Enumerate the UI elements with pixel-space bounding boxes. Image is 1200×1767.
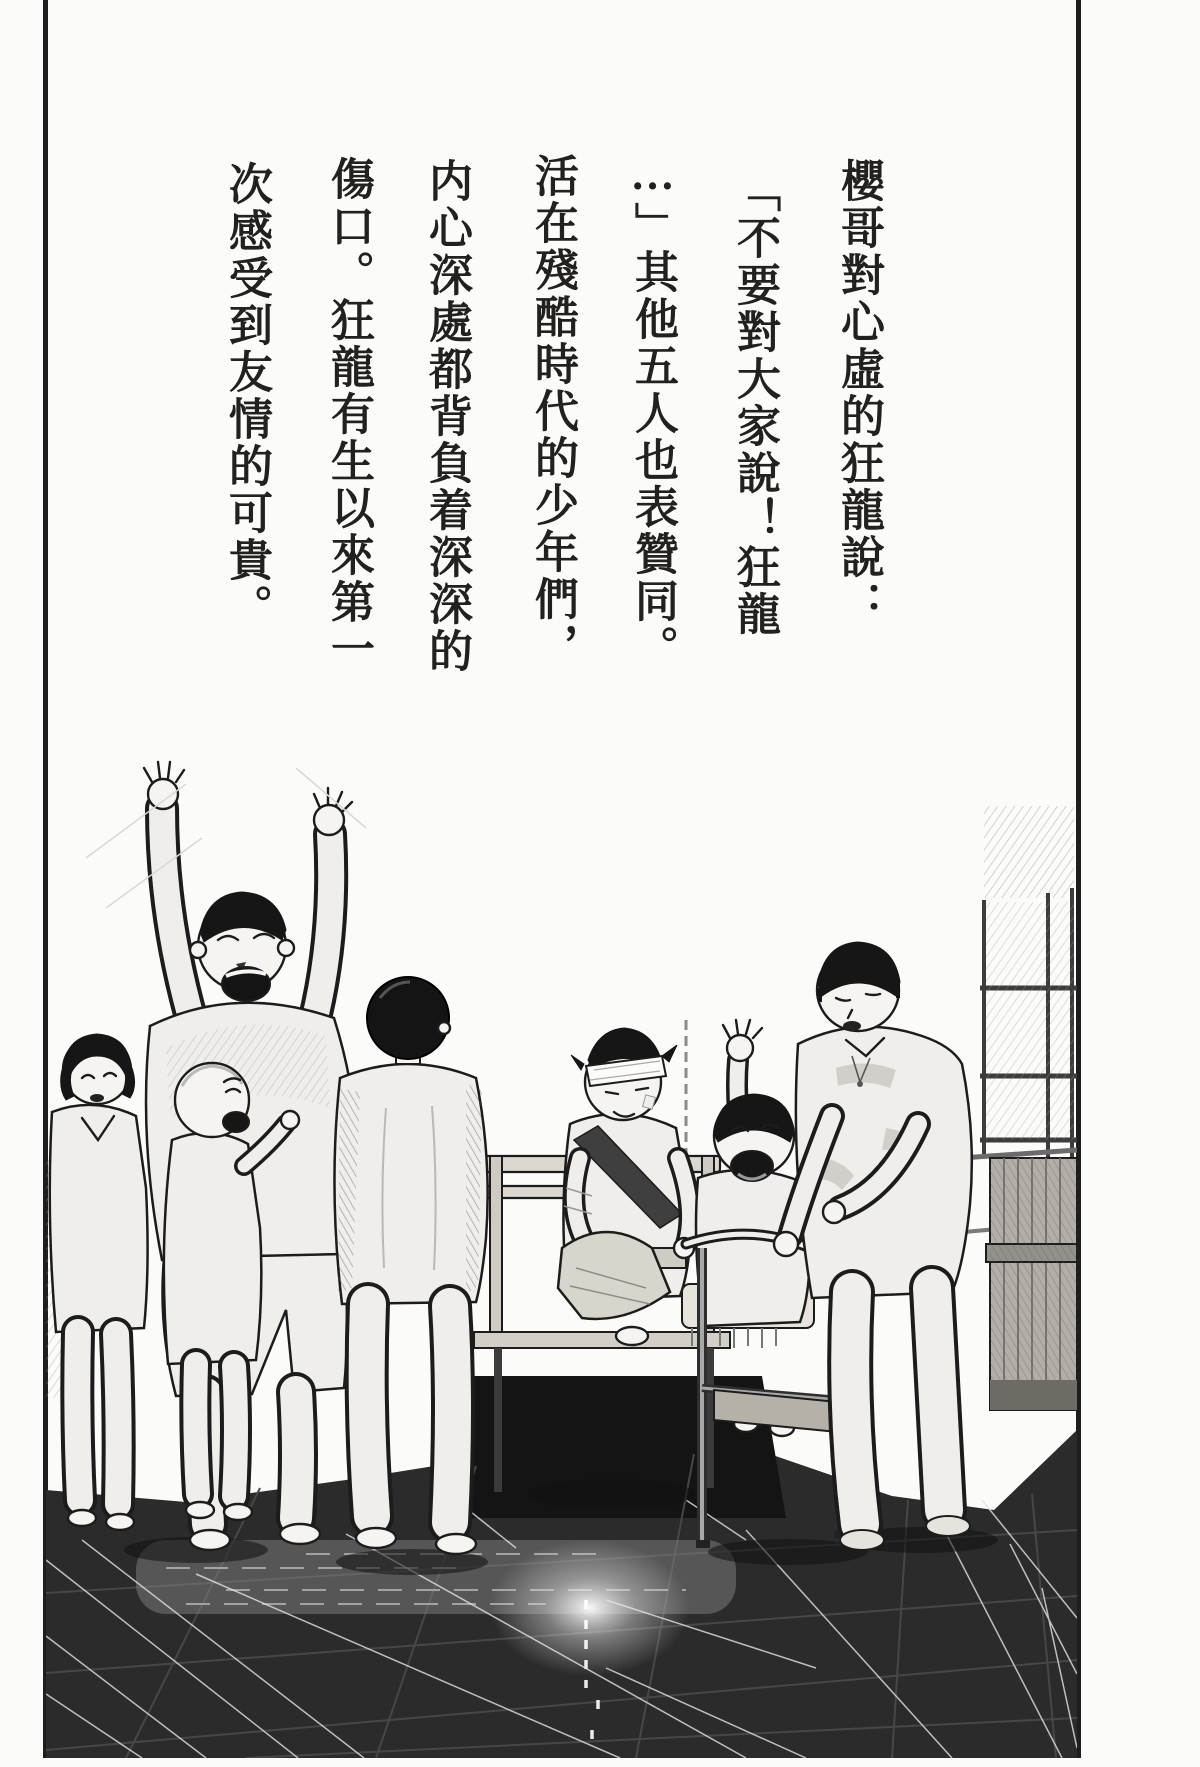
narration-column-1: 櫻哥對心虛的狂龍說： xyxy=(834,158,883,628)
narration-column-2: 「不要對大家說！狂龍 xyxy=(730,168,779,638)
tall-man xyxy=(774,942,972,1550)
ward-illustration xyxy=(46,688,1077,1758)
narration-column-5: 内心深處都背負着深深的 xyxy=(422,158,471,675)
wood-wall xyxy=(986,1158,1077,1410)
man-from-behind xyxy=(334,977,487,1554)
narration-column-6: 傷口。狂龍有生以來第一 xyxy=(324,156,373,673)
narration-column-4: 活在殘酷時代的少年們， xyxy=(528,153,577,670)
narration-column-7: 次感受到友情的可貴。 xyxy=(222,161,271,631)
bandaged-patient xyxy=(558,1028,694,1345)
narration-column-3: …」其他五人也表贊同。 xyxy=(628,150,677,672)
smiling-woman xyxy=(50,1034,148,1530)
